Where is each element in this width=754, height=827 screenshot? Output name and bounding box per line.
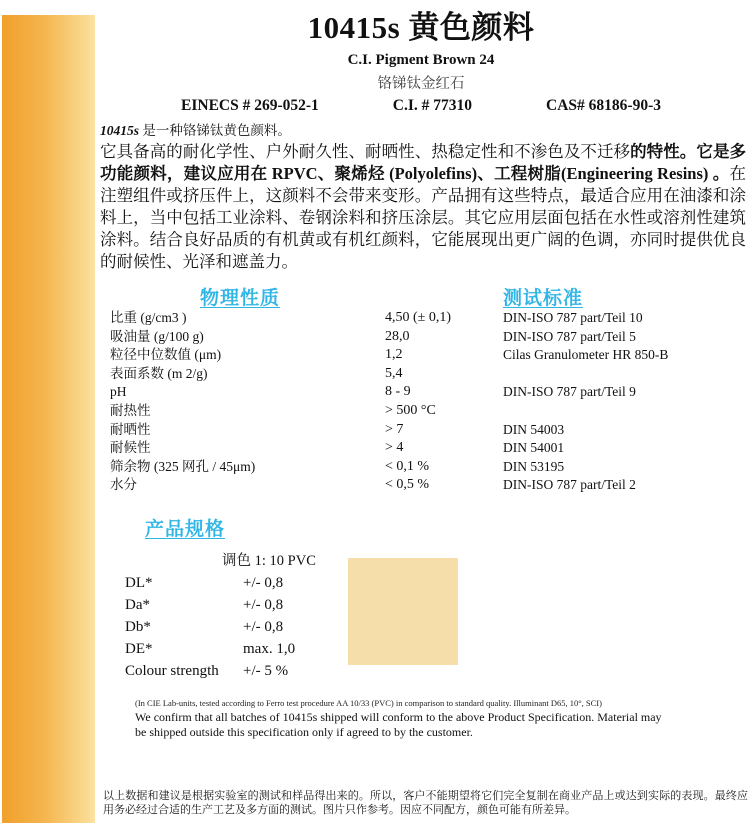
orange-gradient-sidebar <box>2 15 95 823</box>
property-value: < 0,1 % <box>385 458 430 474</box>
property-value: 5,4 <box>385 365 403 381</box>
property-standard: Cilas Granulometer HR 850-B <box>503 347 669 363</box>
property-label: 水分 <box>110 477 137 493</box>
property-value: 28,0 <box>385 328 410 344</box>
ci-number: C.I. # 77310 <box>392 97 473 114</box>
physical-properties-section <box>100 283 746 495</box>
page-title: 10415s 黄色颜料 <box>307 10 535 45</box>
spec-value: +/- 0,8 <box>243 597 284 613</box>
tint-ratio-label: 调色 1: 10 PVC <box>222 553 316 569</box>
spec-label: Colour strength <box>125 663 219 679</box>
property-label: 比重 (g/cm3 ) <box>110 310 187 325</box>
intro-segment-2: 在注塑组件或挤压件上，这颜料不会带来变形。产品拥有这些特点，最适合应用在油漆和涂料上，当中包括工业涂料、卷钢涂料和挤压涂层。其它应用层面包括在水性或溶剂性建筑涂料。结合良好品质的有机黄或有机红颜料，它能展现出更广阔的色调，亦同时提供优良的耐候性、光泽和遮盖力。 <box>100 164 746 271</box>
intro-section <box>100 119 746 273</box>
disclaimer-text: 以上数据和建议是根据实验室的测试和样品得出来的。所以，客户不能期望将它们完全复制在商业产品上或达到实际的表现。最终应用务必经过合适的生产工艺及多方面的测试。图片只作参考。因应不同配方，颜色可能有所差异。 <box>103 790 748 816</box>
spec-footnote: (In CIE Lab-units, tested according to Ferro test procedure AA 10/33 (PVC) in comparison to standard quality. Illuminant D65, 10°, SCI) <box>135 698 602 708</box>
property-value: > 7 <box>385 421 404 437</box>
property-label: pH <box>110 384 127 400</box>
pigment-color-swatch <box>348 558 458 665</box>
spec-label: DE* <box>125 641 153 657</box>
registry-id-line <box>100 97 742 115</box>
intro-segment-1: 它具备高的耐化学性、户外耐久性、耐晒性、热稳定性和不渗色及不迁移 <box>100 142 631 161</box>
spec-label: Da* <box>125 597 150 613</box>
property-label: 耐热性 <box>110 402 151 418</box>
test-standards-heading: 测试标准 <box>503 288 584 309</box>
property-standard <box>503 365 746 384</box>
pigment-name: C.I. Pigment Brown 24 <box>347 52 495 68</box>
intro-segment-bold: 的特性。它是多功能颜料，建议应用在 RPVC、聚烯烃 (Polyolefins)、工程树脂(Engineering Resins) 。 <box>100 142 747 183</box>
spec-label: Db* <box>125 619 151 635</box>
property-standard: DIN-ISO 787 part/Teil 5 <box>503 328 636 344</box>
property-label: 筛余物 (325 网孔 / 45μm) <box>110 458 256 474</box>
intro-paragraph <box>100 141 746 273</box>
property-value: 8 - 9 <box>385 384 411 400</box>
property-value: > 4 <box>385 440 404 456</box>
spec-label: DL* <box>125 575 153 591</box>
property-standard: DIN 54001 <box>503 440 565 456</box>
cas-number: CAS# 68186-90-3 <box>546 97 661 114</box>
property-standard: DIN-ISO 787 part/Teil 10 <box>503 310 643 325</box>
pigment-type-chinese: 铬锑钛金红石 <box>377 76 465 92</box>
spec-value: max. 1,0 <box>243 641 296 657</box>
property-standard: DIN 53195 <box>503 458 565 474</box>
product-spec-section <box>100 514 746 708</box>
property-value: 1,2 <box>385 347 403 363</box>
spec-value: +/- 0,8 <box>243 575 284 591</box>
property-label: 表面系数 (m 2/g) <box>110 365 208 381</box>
product-spec-heading: 产品规格 <box>145 519 226 540</box>
property-label: 吸油量 (g/100 g) <box>110 328 204 344</box>
confirmation-statement: We confirm that all batches of 10415s shipped will conform to the above Product Specification. Material may be shipped outside this specification only if agreed to by the customer. <box>135 710 662 739</box>
property-label: 耐候性 <box>110 440 151 456</box>
product-code: 10415s <box>100 123 140 138</box>
property-label: 耐晒性 <box>110 421 151 437</box>
property-standard: DIN 54003 <box>503 421 565 437</box>
property-value: > 500 °C <box>385 402 436 418</box>
property-standard: DIN-ISO 787 part/Teil 9 <box>503 384 636 400</box>
intro-first-line <box>100 119 746 139</box>
physical-properties-heading: 物理性质 <box>200 288 281 309</box>
spec-value: +/- 0,8 <box>243 619 284 635</box>
physical-properties-table <box>100 309 746 495</box>
property-value: < 0,5 % <box>385 477 430 493</box>
property-value: 4,50 (± 0,1) <box>385 310 452 325</box>
intro-first-line-text: 是一种铬锑钛黄色颜料。 <box>139 123 291 138</box>
property-label: 粒径中位数值 (μm) <box>110 347 222 363</box>
document-header <box>100 8 742 115</box>
spec-value: +/- 5 % <box>243 663 289 679</box>
property-standard <box>503 402 746 421</box>
einecs-number: EINECS # 269-052-1 <box>181 97 319 114</box>
property-standard: DIN-ISO 787 part/Teil 2 <box>503 477 636 493</box>
